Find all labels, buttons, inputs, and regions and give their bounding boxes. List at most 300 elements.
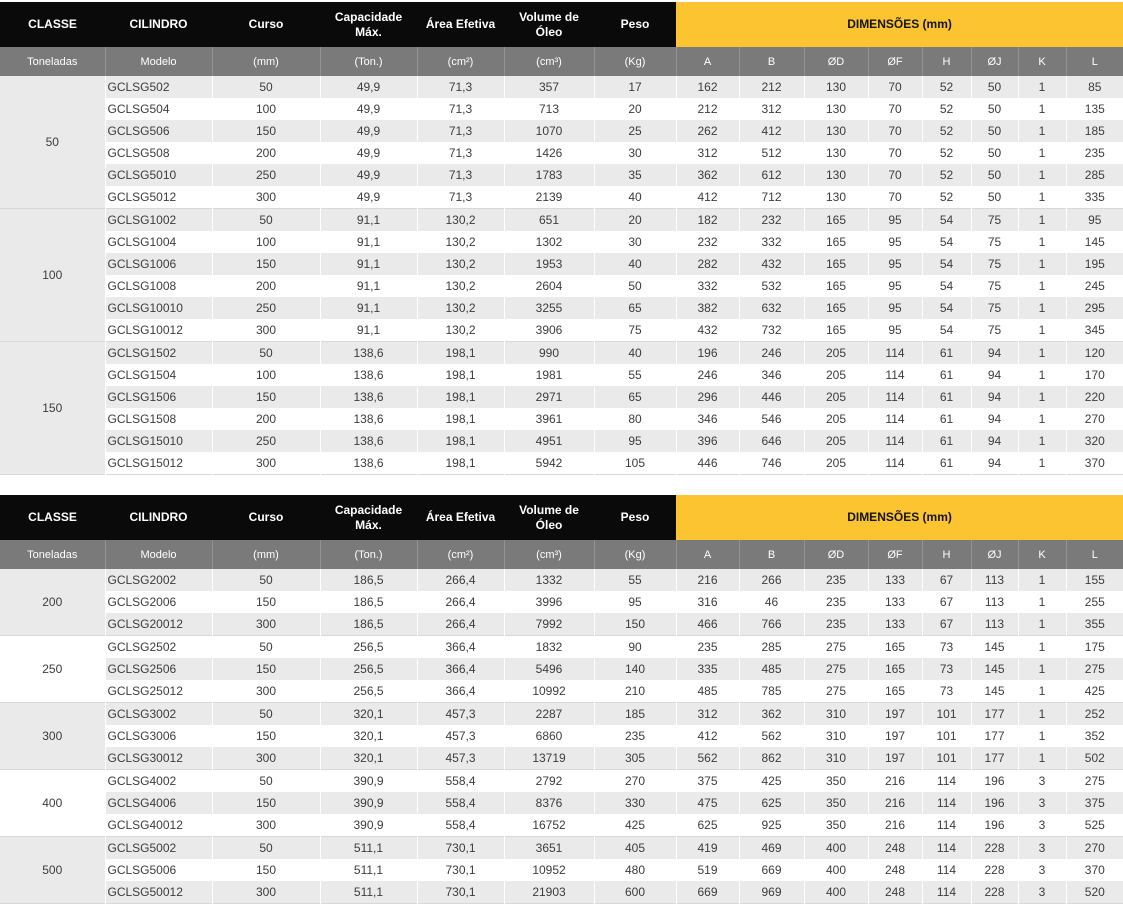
value-cell: 54 (922, 209, 971, 232)
value-cell: 75 (971, 253, 1018, 275)
value-cell: 346 (739, 364, 804, 386)
value-cell: 95 (868, 209, 922, 232)
table-row (0, 364, 1123, 386)
value-cell: 357 (504, 76, 594, 98)
value-cell: 73 (922, 680, 971, 703)
value-cell: 130,2 (417, 231, 504, 253)
value-cell: 61 (922, 452, 971, 475)
value-cell: 130,2 (417, 253, 504, 275)
value-cell: 61 (922, 430, 971, 452)
value-cell: 295 (1066, 297, 1123, 319)
model-cell: GCLSG1004 (105, 231, 212, 253)
value-cell: 95 (868, 297, 922, 319)
classe-cell: 250 (0, 636, 105, 703)
model-cell: GCLSG504 (105, 98, 212, 120)
value-cell: 205 (804, 386, 868, 408)
value-cell: 138,6 (320, 386, 417, 408)
table-header-row (0, 495, 1123, 540)
value-cell: 266,4 (417, 591, 504, 613)
model-cell: GCLSG5010 (105, 164, 212, 186)
value-cell: 252 (1066, 703, 1123, 726)
value-cell: 3 (1018, 881, 1066, 904)
value-cell: 114 (922, 770, 971, 793)
column-header-peso: Peso (594, 2, 676, 47)
value-cell: 320 (1066, 430, 1123, 452)
value-cell: 1 (1018, 98, 1066, 120)
value-cell: 512 (739, 142, 804, 164)
value-cell: 305 (594, 747, 676, 770)
value-cell: 65 (594, 386, 676, 408)
value-cell: 200 (212, 408, 320, 430)
value-cell: 457,3 (417, 725, 504, 747)
value-cell: 216 (868, 770, 922, 793)
classe-cell: 50 (0, 76, 105, 209)
value-cell: 419 (676, 837, 739, 860)
model-cell: GCLSG1006 (105, 253, 212, 275)
value-cell: 54 (922, 253, 971, 275)
value-cell: 101 (922, 725, 971, 747)
value-cell: 400 (804, 859, 868, 881)
value-cell: 30 (594, 231, 676, 253)
value-cell: 196 (676, 342, 739, 365)
value-cell: 255 (1066, 591, 1123, 613)
value-cell: 50 (594, 275, 676, 297)
value-cell: 232 (676, 231, 739, 253)
value-cell: 114 (868, 452, 922, 475)
value-cell: 216 (676, 569, 739, 591)
value-cell: 370 (1066, 452, 1123, 475)
value-cell: 1 (1018, 725, 1066, 747)
value-cell: 730,1 (417, 837, 504, 860)
table-row (0, 342, 1123, 365)
value-cell: 55 (594, 364, 676, 386)
value-cell: 196 (971, 814, 1018, 837)
value-cell: 312 (676, 142, 739, 164)
value-cell: 432 (739, 253, 804, 275)
subheader-ton: (Ton.) (320, 540, 417, 569)
subheader-dim-a: A (676, 47, 739, 76)
value-cell: 114 (922, 837, 971, 860)
value-cell: 114 (922, 859, 971, 881)
value-cell: 446 (676, 452, 739, 475)
value-cell: 300 (212, 881, 320, 904)
value-cell: 114 (922, 814, 971, 837)
value-cell: 145 (971, 680, 1018, 703)
value-cell: 20 (594, 98, 676, 120)
table-row (0, 408, 1123, 430)
value-cell: 52 (922, 186, 971, 209)
value-cell: 651 (504, 209, 594, 232)
value-cell: 145 (971, 636, 1018, 659)
value-cell: 52 (922, 98, 971, 120)
value-cell: 1 (1018, 569, 1066, 591)
value-cell: 312 (739, 98, 804, 120)
model-cell: GCLSG1002 (105, 209, 212, 232)
value-cell: 270 (1066, 837, 1123, 860)
column-header-area-efetiva: Área Efetiva (417, 2, 504, 47)
value-cell: 70 (868, 164, 922, 186)
value-cell: 216 (868, 814, 922, 837)
model-cell: GCLSG15010 (105, 430, 212, 452)
value-cell: 285 (739, 636, 804, 659)
table-row (0, 770, 1123, 793)
value-cell: 270 (594, 770, 676, 793)
model-cell: GCLSG50012 (105, 881, 212, 904)
value-cell: 246 (676, 364, 739, 386)
subheader-dim-d: ØD (804, 540, 868, 569)
model-cell: GCLSG2002 (105, 569, 212, 591)
value-cell: 1 (1018, 364, 1066, 386)
value-cell: 101 (922, 747, 971, 770)
value-cell: 165 (804, 319, 868, 342)
value-cell: 316 (676, 591, 739, 613)
value-cell: 256,5 (320, 636, 417, 659)
value-cell: 130 (804, 76, 868, 98)
value-cell: 5496 (504, 658, 594, 680)
value-cell: 446 (739, 386, 804, 408)
table-row (0, 209, 1123, 232)
value-cell: 54 (922, 319, 971, 342)
subheader-dim-d: ØD (804, 47, 868, 76)
value-cell: 50 (971, 98, 1018, 120)
model-cell: GCLSG1502 (105, 342, 212, 365)
value-cell: 1 (1018, 275, 1066, 297)
value-cell: 40 (594, 342, 676, 365)
value-cell: 2604 (504, 275, 594, 297)
value-cell: 352 (1066, 725, 1123, 747)
value-cell: 300 (212, 747, 320, 770)
value-cell: 114 (868, 430, 922, 452)
subheader-ton: (Ton.) (320, 47, 417, 76)
value-cell: 2139 (504, 186, 594, 209)
value-cell: 49,9 (320, 186, 417, 209)
column-header-cilindro: CILINDRO (105, 495, 212, 540)
value-cell: 216 (868, 792, 922, 814)
subheader-dim-h: H (922, 47, 971, 76)
value-cell: 130 (804, 120, 868, 142)
value-cell: 713 (504, 98, 594, 120)
value-cell: 312 (676, 703, 739, 726)
value-cell: 67 (922, 591, 971, 613)
value-cell: 562 (676, 747, 739, 770)
value-cell: 275 (804, 680, 868, 703)
value-cell: 3 (1018, 837, 1066, 860)
value-cell: 400 (804, 837, 868, 860)
value-cell: 412 (676, 725, 739, 747)
value-cell: 3651 (504, 837, 594, 860)
value-cell: 382 (676, 297, 739, 319)
value-cell: 205 (804, 430, 868, 452)
value-cell: 266,4 (417, 569, 504, 591)
value-cell: 195 (1066, 253, 1123, 275)
table-header-row (0, 2, 1123, 47)
value-cell: 2287 (504, 703, 594, 726)
value-cell: 558,4 (417, 792, 504, 814)
value-cell: 165 (868, 680, 922, 703)
model-cell: GCLSG10012 (105, 319, 212, 342)
value-cell: 71,3 (417, 186, 504, 209)
value-cell: 133 (868, 569, 922, 591)
value-cell: 282 (676, 253, 739, 275)
value-cell: 150 (212, 253, 320, 275)
value-cell: 186,5 (320, 591, 417, 613)
value-cell: 114 (868, 408, 922, 430)
value-cell: 250 (212, 297, 320, 319)
value-cell: 100 (212, 364, 320, 386)
value-cell: 3 (1018, 792, 1066, 814)
value-cell: 198,1 (417, 364, 504, 386)
value-cell: 46 (739, 591, 804, 613)
value-cell: 52 (922, 76, 971, 98)
value-cell: 345 (1066, 319, 1123, 342)
value-cell: 320,1 (320, 703, 417, 726)
value-cell: 1 (1018, 186, 1066, 209)
value-cell: 1426 (504, 142, 594, 164)
value-cell: 50 (971, 186, 1018, 209)
value-cell: 511,1 (320, 881, 417, 904)
value-cell: 95 (1066, 209, 1123, 232)
value-cell: 525 (1066, 814, 1123, 837)
value-cell: 75 (971, 297, 1018, 319)
value-cell: 198,1 (417, 452, 504, 475)
value-cell: 90 (594, 636, 676, 659)
value-cell: 558,4 (417, 814, 504, 837)
value-cell: 196 (971, 770, 1018, 793)
value-cell: 165 (804, 209, 868, 232)
value-cell: 511,1 (320, 837, 417, 860)
value-cell: 990 (504, 342, 594, 365)
value-cell: 248 (868, 837, 922, 860)
value-cell: 485 (739, 658, 804, 680)
value-cell: 1 (1018, 120, 1066, 142)
model-cell: GCLSG1504 (105, 364, 212, 386)
value-cell: 130,2 (417, 209, 504, 232)
model-cell: GCLSG3002 (105, 703, 212, 726)
value-cell: 1 (1018, 658, 1066, 680)
value-cell: 925 (739, 814, 804, 837)
table-row (0, 120, 1123, 142)
value-cell: 1 (1018, 342, 1066, 365)
value-cell: 4951 (504, 430, 594, 452)
value-cell: 196 (971, 792, 1018, 814)
column-header-capacidade: Capacidade Máx. (320, 2, 417, 47)
value-cell: 130 (804, 186, 868, 209)
value-cell: 300 (212, 319, 320, 342)
value-cell: 425 (594, 814, 676, 837)
value-cell: 732 (739, 319, 804, 342)
table-row (0, 881, 1123, 904)
value-cell: 1 (1018, 319, 1066, 342)
value-cell: 669 (739, 859, 804, 881)
model-cell: GCLSG508 (105, 142, 212, 164)
value-cell: 95 (868, 319, 922, 342)
value-cell: 296 (676, 386, 739, 408)
value-cell: 150 (594, 613, 676, 636)
value-cell: 362 (676, 164, 739, 186)
subheader-mm: (mm) (212, 540, 320, 569)
model-cell: GCLSG10010 (105, 297, 212, 319)
value-cell: 197 (868, 725, 922, 747)
subheader-dim-b: B (739, 540, 804, 569)
value-cell: 646 (739, 430, 804, 452)
value-cell: 145 (971, 658, 1018, 680)
table-row (0, 76, 1123, 98)
value-cell: 197 (868, 747, 922, 770)
model-cell: GCLSG15012 (105, 452, 212, 475)
value-cell: 75 (971, 275, 1018, 297)
value-cell: 275 (804, 658, 868, 680)
value-cell: 396 (676, 430, 739, 452)
table-row (0, 725, 1123, 747)
value-cell: 310 (804, 703, 868, 726)
value-cell: 114 (922, 881, 971, 904)
value-cell: 114 (868, 386, 922, 408)
value-cell: 366,4 (417, 680, 504, 703)
column-header-volume-oleo: Volume de Óleo (504, 2, 594, 47)
table-row (0, 658, 1123, 680)
value-cell: 256,5 (320, 658, 417, 680)
value-cell: 67 (922, 613, 971, 636)
value-cell: 101 (922, 703, 971, 726)
value-cell: 220 (1066, 386, 1123, 408)
value-cell: 205 (804, 342, 868, 365)
value-cell: 335 (1066, 186, 1123, 209)
value-cell: 95 (868, 275, 922, 297)
value-cell: 65 (594, 297, 676, 319)
value-cell: 228 (971, 837, 1018, 860)
table-row (0, 186, 1123, 209)
column-header-peso: Peso (594, 495, 676, 540)
value-cell: 248 (868, 859, 922, 881)
classe-cell: 500 (0, 837, 105, 904)
value-cell: 466 (676, 613, 739, 636)
value-cell: 3 (1018, 859, 1066, 881)
classe-cell: 400 (0, 770, 105, 837)
subheader-mm: (mm) (212, 47, 320, 76)
value-cell: 1 (1018, 680, 1066, 703)
value-cell: 105 (594, 452, 676, 475)
value-cell: 346 (676, 408, 739, 430)
value-cell: 133 (868, 591, 922, 613)
table-row (0, 386, 1123, 408)
value-cell: 1 (1018, 76, 1066, 98)
value-cell: 250 (212, 164, 320, 186)
classe-cell: 300 (0, 703, 105, 770)
table-row (0, 613, 1123, 636)
value-cell: 85 (1066, 76, 1123, 98)
classe-cell: 150 (0, 342, 105, 475)
value-cell: 185 (594, 703, 676, 726)
value-cell: 275 (1066, 770, 1123, 793)
value-cell: 198,1 (417, 342, 504, 365)
value-cell: 235 (804, 613, 868, 636)
value-cell: 52 (922, 142, 971, 164)
subheader-dim-b: B (739, 47, 804, 76)
value-cell: 1 (1018, 613, 1066, 636)
value-cell: 70 (868, 186, 922, 209)
value-cell: 355 (1066, 613, 1123, 636)
subheader-dim-k: K (1018, 47, 1066, 76)
value-cell: 50 (212, 703, 320, 726)
value-cell: 162 (676, 76, 739, 98)
value-cell: 432 (676, 319, 739, 342)
value-cell: 75 (971, 319, 1018, 342)
value-cell: 390,9 (320, 792, 417, 814)
value-cell: 1832 (504, 636, 594, 659)
table-row (0, 319, 1123, 342)
column-header-capacidade: Capacidade Máx. (320, 495, 417, 540)
subheader-toneladas: Toneladas (0, 540, 105, 569)
value-cell: 766 (739, 613, 804, 636)
value-cell: 13719 (504, 747, 594, 770)
value-cell: 235 (804, 569, 868, 591)
value-cell: 1 (1018, 253, 1066, 275)
value-cell: 375 (1066, 792, 1123, 814)
value-cell: 80 (594, 408, 676, 430)
model-cell: GCLSG25012 (105, 680, 212, 703)
table-subheader-row (0, 540, 1123, 569)
value-cell: 170 (1066, 364, 1123, 386)
value-cell: 228 (971, 881, 1018, 904)
model-cell: GCLSG5002 (105, 837, 212, 860)
value-cell: 150 (212, 725, 320, 747)
table-row (0, 142, 1123, 164)
value-cell: 546 (739, 408, 804, 430)
value-cell: 73 (922, 658, 971, 680)
value-cell: 165 (868, 636, 922, 659)
value-cell: 425 (1066, 680, 1123, 703)
value-cell: 100 (212, 231, 320, 253)
value-cell: 70 (868, 76, 922, 98)
value-cell: 140 (594, 658, 676, 680)
table-row (0, 253, 1123, 275)
value-cell: 520 (1066, 881, 1123, 904)
value-cell: 332 (676, 275, 739, 297)
value-cell: 94 (971, 364, 1018, 386)
value-cell: 320,1 (320, 747, 417, 770)
value-cell: 50 (971, 164, 1018, 186)
value-cell: 2792 (504, 770, 594, 793)
subheader-kg: (Kg) (594, 540, 676, 569)
value-cell: 21903 (504, 881, 594, 904)
value-cell: 558,4 (417, 770, 504, 793)
value-cell: 186,5 (320, 569, 417, 591)
table-row (0, 164, 1123, 186)
value-cell: 330 (594, 792, 676, 814)
value-cell: 562 (739, 725, 804, 747)
value-cell: 182 (676, 209, 739, 232)
value-cell: 212 (739, 76, 804, 98)
value-cell: 332 (739, 231, 804, 253)
value-cell: 625 (676, 814, 739, 837)
value-cell: 155 (1066, 569, 1123, 591)
model-cell: GCLSG1506 (105, 386, 212, 408)
spec-table-upper (0, 2, 1123, 475)
value-cell: 91,1 (320, 275, 417, 297)
subheader-dim-h: H (922, 540, 971, 569)
value-cell: 3255 (504, 297, 594, 319)
table-row (0, 814, 1123, 837)
value-cell: 75 (594, 319, 676, 342)
table-row (0, 452, 1123, 475)
subheader-dim-k: K (1018, 540, 1066, 569)
value-cell: 138,6 (320, 342, 417, 365)
value-cell: 113 (971, 569, 1018, 591)
value-cell: 30 (594, 142, 676, 164)
value-cell: 1 (1018, 636, 1066, 659)
column-header-dimensoes: DIMENSÕES (mm) (676, 2, 1123, 47)
value-cell: 95 (594, 430, 676, 452)
